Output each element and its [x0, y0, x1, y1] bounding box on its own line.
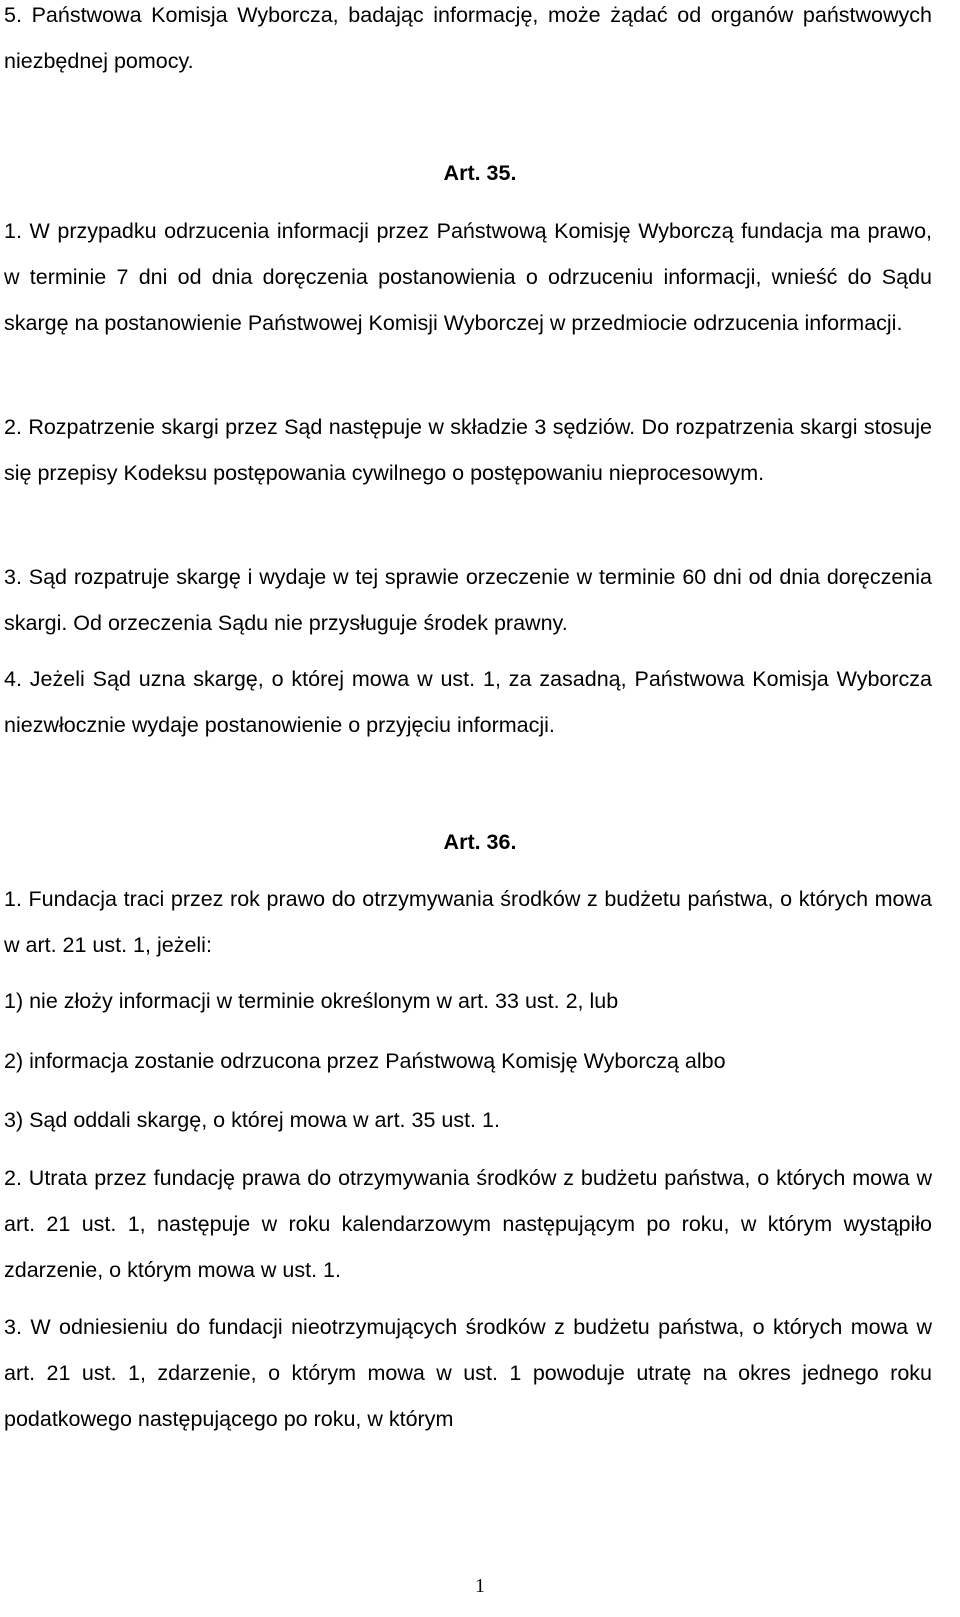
paragraph-art36-1-item-3: 3) Sąd oddali skargę, o której mowa w art. 35 ust. 1.: [4, 1108, 500, 1132]
heading-art35: Art. 35.: [443, 161, 517, 185]
paragraph-art36-1-item-1: 1) nie złoży informacji w terminie określonym w art. 33 ust. 2, lub: [4, 989, 619, 1013]
paragraph-art36-3: 3. W odniesieniu do fundacji nieotrzymujących środków z budżetu państwa, o których mowa w art. 21 ust. 1, zdarzenie, o którym mowa w ust. 1 powoduje utratę na okres jednego roku podatkowego następującego po roku, w którym: [4, 1315, 932, 1431]
paragraph-art35-2: 2. Rozpatrzenie skargi przez Sąd następuje w składzie 3 sędziów. Do rozpatrzenia skargi stosuje się przepisy Kodeksu postępowania cywilnego o postępowaniu nieprocesowym.: [4, 415, 932, 485]
paragraph-art35-1: 1. W przypadku odrzucenia informacji przez Państwową Komisję Wyborczą fundacja ma prawo, w terminie 7 dni od dnia doręczenia postanowienia o odrzuceniu informacji, wnieść do Sądu skargę na postanowienie Państwowej Komisji Wyborczej w przedmiocie odrzucenia informacji.: [4, 219, 932, 335]
page-number: 1: [475, 1575, 485, 1597]
paragraph-art35-3: 3. Sąd rozpatruje skargę i wydaje w tej sprawie orzeczenie w terminie 60 dni od dnia doręczenia skargi. Od orzeczenia Sądu nie przysługuje środek prawny.: [4, 565, 932, 635]
paragraph-art36-1: 1. Fundacja traci przez rok prawo do otrzymywania środków z budżetu państwa, o których mowa w art. 21 ust. 1, jeżeli:: [4, 887, 932, 957]
paragraph-art35-4: 4. Jeżeli Sąd uzna skargę, o której mowa w ust. 1, za zasadną, Państwowa Komisja Wyborcza niezwłocznie wydaje postanowienie o przyjęciu informacji.: [4, 667, 932, 737]
heading-art36: Art. 36.: [443, 830, 517, 854]
paragraph-art36-2: 2. Utrata przez fundację prawa do otrzymywania środków z budżetu państwa, o których mowa w art. 21 ust. 1, następuje w roku kalendarzowym następującym po roku, w którym wystąpiło zdarzenie, o którym mowa w ust. 1.: [4, 1166, 932, 1282]
paragraph-art34-5: 5. Państwowa Komisja Wyborcza, badając informację, może żądać od organów państwowych niezbędnej pomocy.: [4, 3, 932, 73]
paragraph-art36-1-item-2: 2) informacja zostanie odrzucona przez Państwową Komisję Wyborczą albo: [4, 1049, 726, 1073]
